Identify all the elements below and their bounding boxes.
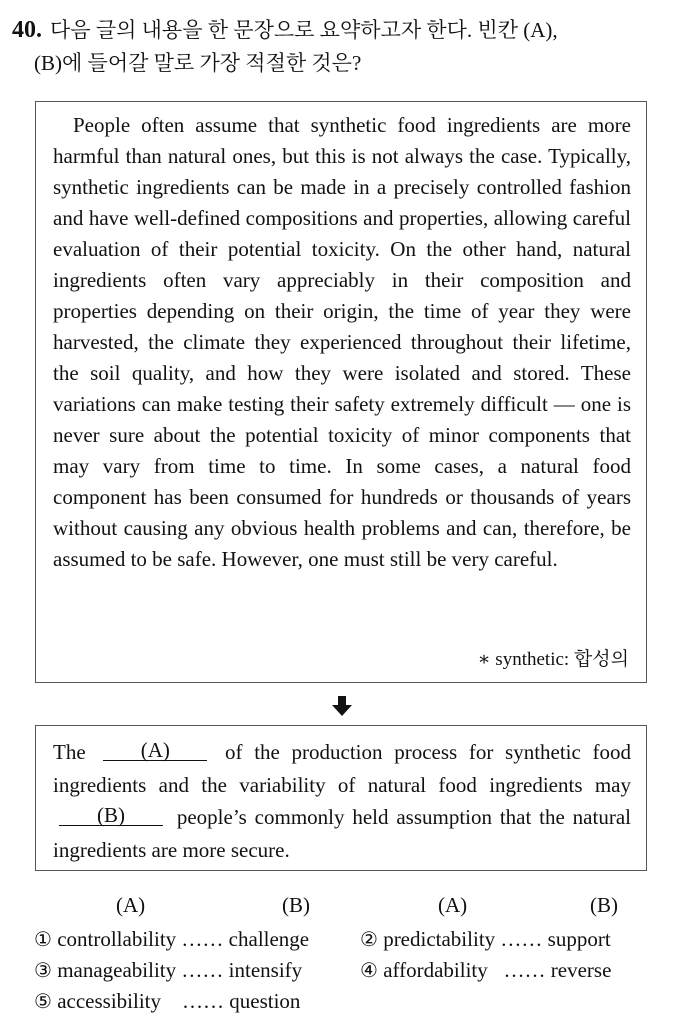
passage-paragraph bbox=[53, 110, 631, 575]
question-number: 40. bbox=[12, 17, 42, 43]
choice-3[interactable] bbox=[34, 955, 302, 987]
choice-a-text: affordability bbox=[383, 958, 488, 982]
summary-part3: people’s commonly held assumption that the natural ingredients are more secure. bbox=[53, 805, 631, 862]
summary-part2: of the production process for synthetic food ingredients and the variability of natural food ingredients may bbox=[53, 740, 632, 797]
choice-a-text: manageability bbox=[57, 958, 177, 982]
question-prompt-line2: (B)에 들어갈 말로 가장 적절한 것은? bbox=[34, 51, 362, 75]
down-arrow-icon bbox=[331, 695, 353, 717]
blank-b: (B) bbox=[59, 805, 163, 826]
choice-b-text: reverse bbox=[550, 958, 612, 982]
choice-b-text: question bbox=[229, 989, 301, 1013]
choice-a-text: accessibility bbox=[57, 989, 161, 1013]
column-header-a-right: (A) bbox=[438, 893, 468, 917]
column-header-b-right: (B) bbox=[590, 893, 618, 917]
summary-box bbox=[35, 725, 647, 871]
choice-a-text: controllability bbox=[57, 927, 177, 951]
choice-a-text: predictability bbox=[383, 927, 496, 951]
passage-box bbox=[35, 101, 647, 683]
question-header bbox=[12, 14, 662, 80]
dots: …… bbox=[182, 989, 224, 1013]
summary-sentence bbox=[53, 736, 631, 866]
dots: …… bbox=[503, 958, 546, 982]
dots: …… bbox=[500, 927, 543, 951]
choice-row-3 bbox=[34, 986, 654, 1017]
choice-1[interactable] bbox=[34, 924, 309, 956]
choice-number: ④ bbox=[360, 960, 378, 982]
choice-row-2 bbox=[34, 955, 654, 986]
choice-b-text: challenge bbox=[228, 927, 310, 951]
choice-number: ① bbox=[34, 929, 52, 951]
choice-number: ③ bbox=[34, 960, 52, 982]
choice-b-text: intensify bbox=[228, 958, 303, 982]
choice-5[interactable] bbox=[34, 986, 300, 1018]
column-header-a: (A) bbox=[116, 893, 146, 917]
summary-part1: The bbox=[53, 740, 86, 764]
column-header-b: (B) bbox=[282, 893, 310, 917]
blank-a: (A) bbox=[103, 740, 207, 761]
choice-b-text: support bbox=[547, 927, 611, 951]
choice-2[interactable] bbox=[360, 924, 611, 956]
dots: …… bbox=[181, 958, 224, 982]
choice-number: ② bbox=[360, 929, 378, 951]
passage-text: People often assume that synthetic food ingredients are more harmful than natural ones, but this is not always the case. Typically, synthetic ingredients can be made in a precisely controlled fashion and have well-defined compositions and properties, allowing careful evaluation of their potential toxicity. On the other hand, natural ingredients often vary appreciably in their composition and properties depending on their origin, the time of year they were harvested, the climate they experienced throughout their lifetime, the soil quality, and how they were isolated and stored. These variations can make testing their safety extremely difficult — one is never sure about the potential toxicity of minor components that may vary from time to time. In some cases, a natural food component has been consumed for hundreds or thousands of years without causing any obvious health problems and can, therefore, be assumed to be safe. However, one must still be very careful. bbox=[53, 113, 631, 571]
choice-4[interactable] bbox=[360, 955, 611, 987]
question-prompt-line1: 다음 글의 내용을 한 문장으로 요약하고자 한다. 빈칸 (A), bbox=[50, 18, 558, 42]
choice-row-1 bbox=[34, 924, 654, 955]
choice-number: ⑤ bbox=[34, 991, 52, 1013]
dots: …… bbox=[181, 927, 224, 951]
footnote: ∗ synthetic: 합성의 bbox=[477, 649, 629, 670]
